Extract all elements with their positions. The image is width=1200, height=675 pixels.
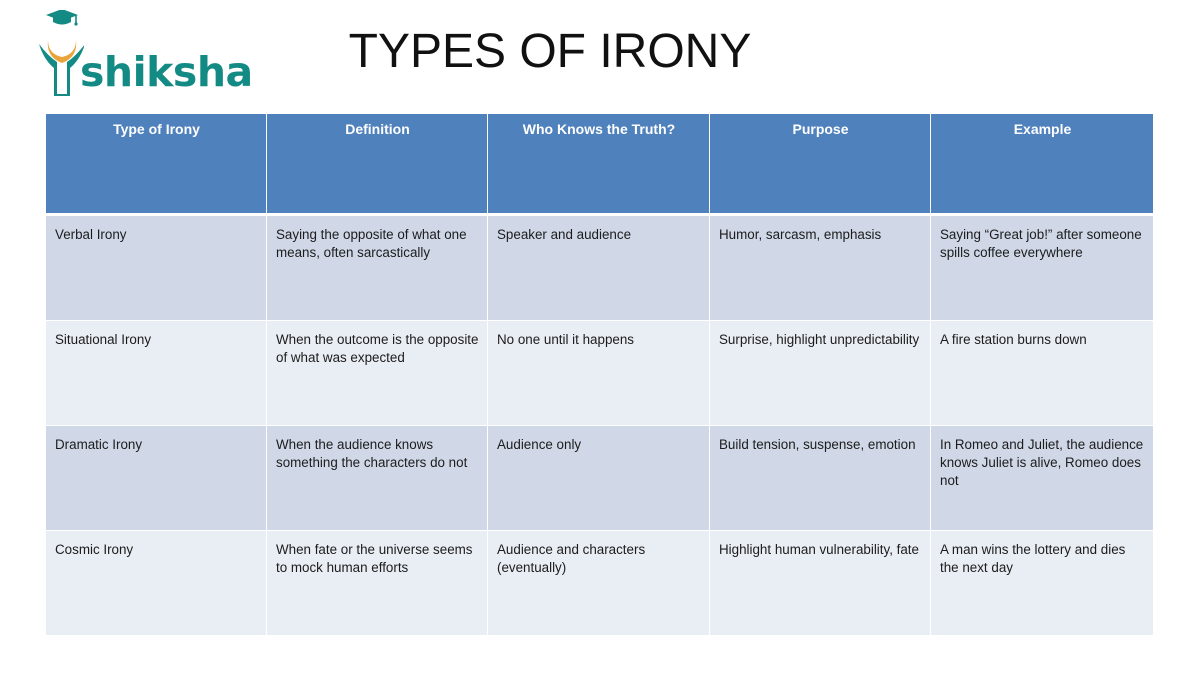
table-cell: Surprise, highlight unpredictability xyxy=(710,321,931,426)
table-cell: Situational Irony xyxy=(46,321,267,426)
table-cell: In Romeo and Juliet, the audience knows Juliet is alive, Romeo does not xyxy=(931,426,1154,531)
table-cell: Highlight human vulnerability, fate xyxy=(710,531,931,636)
table-cell: Humor, sarcasm, emphasis xyxy=(710,215,931,321)
table-cell: Audience only xyxy=(488,426,710,531)
table-cell: Cosmic Irony xyxy=(46,531,267,636)
column-header: Type of Irony xyxy=(46,114,267,215)
table-row xyxy=(46,215,1154,321)
table-row xyxy=(46,321,1154,426)
table-cell: A man wins the lottery and dies the next day xyxy=(931,531,1154,636)
column-header: Purpose xyxy=(710,114,931,215)
table-header-row xyxy=(46,114,1154,215)
table-cell: Verbal Irony xyxy=(46,215,267,321)
table-cell: Saying the opposite of what one means, often sarcastically xyxy=(267,215,488,321)
column-header: Example xyxy=(931,114,1154,215)
table-cell: Saying “Great job!” after someone spills coffee everywhere xyxy=(931,215,1154,321)
table-cell: When fate or the universe seems to mock human efforts xyxy=(267,531,488,636)
table-cell: Dramatic Irony xyxy=(46,426,267,531)
table-cell: When the audience knows something the characters do not xyxy=(267,426,488,531)
table-cell: When the outcome is the opposite of what was expected xyxy=(267,321,488,426)
table-row xyxy=(46,531,1154,636)
table-cell: Build tension, suspense, emotion xyxy=(710,426,931,531)
table-row xyxy=(46,426,1154,531)
table-cell: Audience and characters (eventually) xyxy=(488,531,710,636)
column-header: Definition xyxy=(267,114,488,215)
page-title: TYPES OF IRONY xyxy=(348,25,752,78)
table-cell: Speaker and audience xyxy=(488,215,710,321)
irony-types-table xyxy=(45,113,1154,636)
column-header: Who Knows the Truth? xyxy=(488,114,710,215)
table-cell: A fire station burns down xyxy=(931,321,1154,426)
table-cell: No one until it happens xyxy=(488,321,710,426)
brand-name: shiksha xyxy=(80,48,253,96)
